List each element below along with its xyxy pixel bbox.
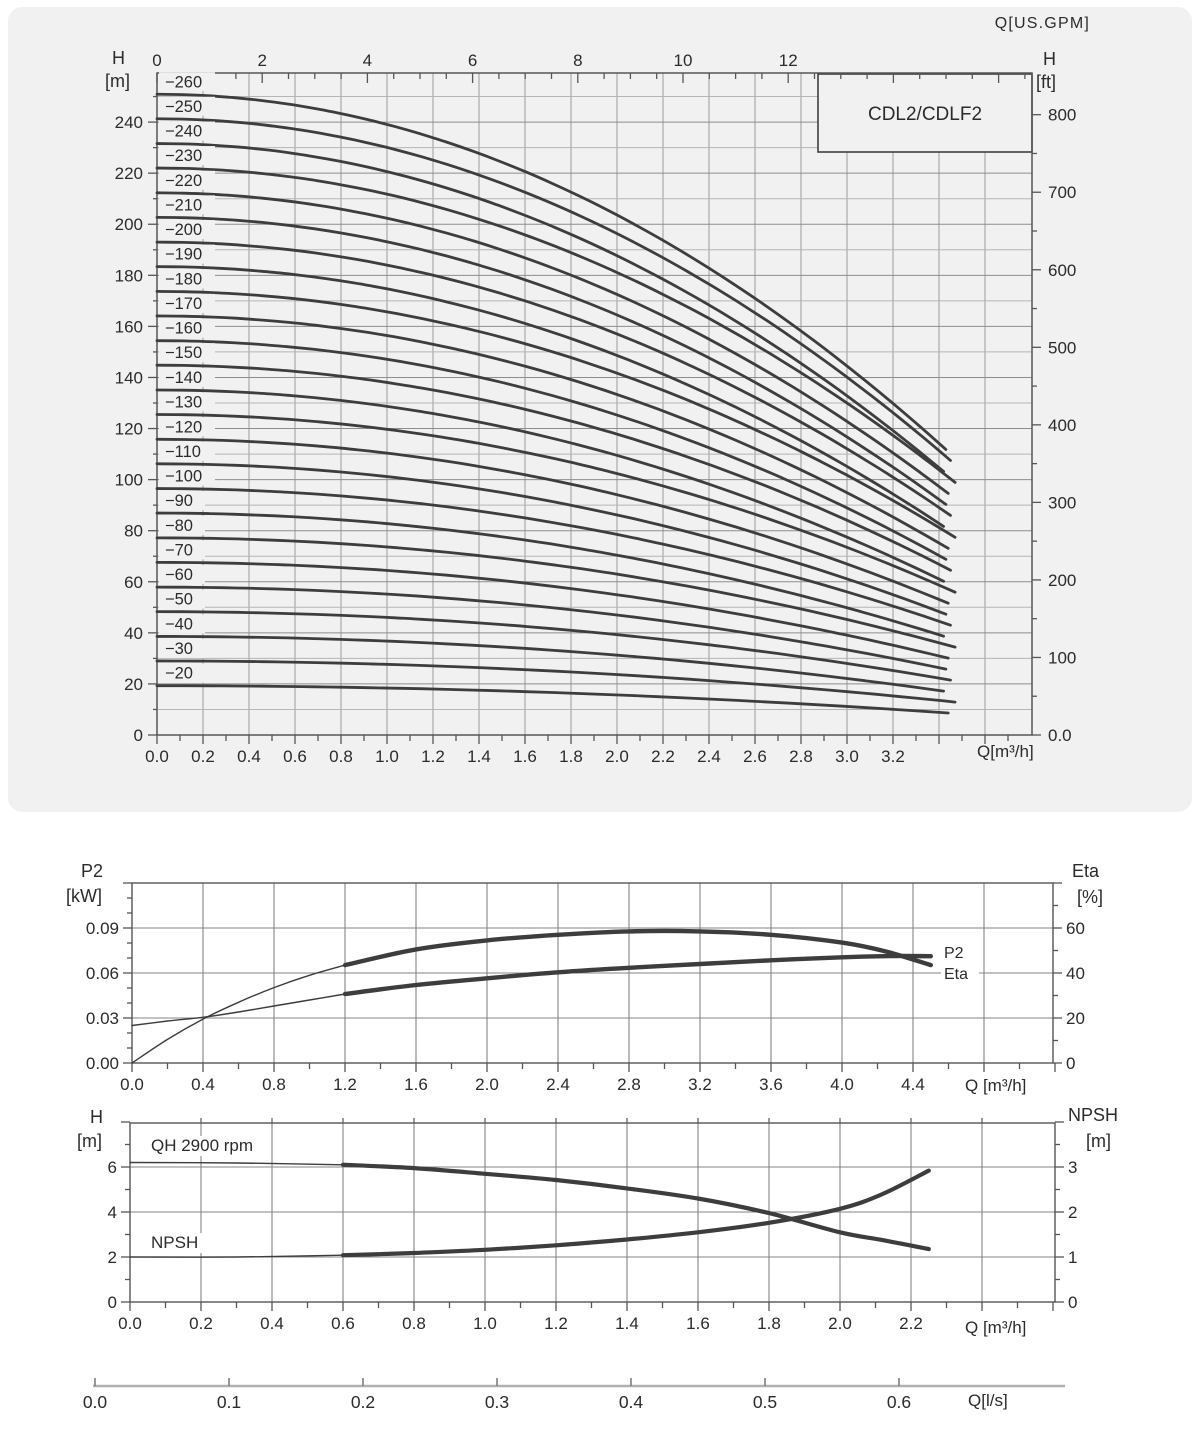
svg-text:−230: −230 xyxy=(165,147,203,166)
h-axis-title-left: H xyxy=(112,48,125,68)
svg-text:0.5: 0.5 xyxy=(752,1392,778,1412)
svg-text:600: 600 xyxy=(1048,260,1077,280)
svg-text:3: 3 xyxy=(1068,1158,1078,1177)
q-m3h-label-bottom: Q [m³/h] xyxy=(965,1318,1027,1337)
svg-text:0.0: 0.0 xyxy=(145,747,169,766)
svg-text:2.2: 2.2 xyxy=(651,747,675,766)
kw-unit: [kW] xyxy=(66,886,102,906)
svg-text:4.4: 4.4 xyxy=(901,1075,925,1094)
svg-text:1.6: 1.6 xyxy=(513,747,537,766)
svg-text:100: 100 xyxy=(1048,648,1077,668)
svg-text:−240: −240 xyxy=(165,122,203,141)
svg-text:2.2: 2.2 xyxy=(899,1314,923,1333)
eta-axis-title: Eta xyxy=(1072,861,1100,881)
svg-text:80: 80 xyxy=(124,521,143,541)
ls-scale-ruler xyxy=(83,1378,1065,1412)
svg-text:−100: −100 xyxy=(165,467,203,486)
q-m3h-label-main: Q[m³/h] xyxy=(977,742,1034,761)
svg-text:0: 0 xyxy=(107,1293,117,1312)
svg-text:−220: −220 xyxy=(165,171,203,190)
p2-eta-grid xyxy=(132,883,1053,1063)
svg-text:1.2: 1.2 xyxy=(544,1314,568,1333)
svg-text:200: 200 xyxy=(1048,570,1077,590)
svg-text:6: 6 xyxy=(467,51,478,70)
svg-text:CDL2/CDLF2: CDL2/CDLF2 xyxy=(867,104,983,125)
p2-axis-title: P2 xyxy=(81,861,104,881)
main-chart-grid xyxy=(157,73,1032,735)
svg-text:12: 12 xyxy=(778,51,798,70)
svg-text:0.2: 0.2 xyxy=(191,747,215,766)
svg-text:140: 140 xyxy=(114,368,143,388)
svg-text:120: 120 xyxy=(114,419,143,439)
svg-text:−250: −250 xyxy=(165,97,203,116)
svg-text:1.0: 1.0 xyxy=(473,1314,497,1333)
svg-text:0.3: 0.3 xyxy=(484,1392,510,1412)
main-curve-labels xyxy=(159,72,215,682)
svg-text:6: 6 xyxy=(107,1158,117,1177)
svg-text:1.4: 1.4 xyxy=(615,1314,639,1333)
svg-text:200: 200 xyxy=(114,215,143,235)
svg-text:−90: −90 xyxy=(165,492,193,511)
svg-text:300: 300 xyxy=(1048,493,1077,513)
svg-text:3.6: 3.6 xyxy=(759,1075,783,1094)
npsh-annotation: NPSH xyxy=(146,1233,203,1253)
svg-text:0: 0 xyxy=(152,51,162,70)
svg-text:1.0: 1.0 xyxy=(375,747,399,766)
svg-text:500: 500 xyxy=(1048,338,1077,358)
svg-text:2.4: 2.4 xyxy=(697,747,721,766)
svg-text:−200: −200 xyxy=(165,221,203,240)
svg-text:1.6: 1.6 xyxy=(686,1314,710,1333)
svg-text:1.2: 1.2 xyxy=(333,1075,357,1094)
svg-text:−120: −120 xyxy=(165,418,203,437)
svg-text:220: 220 xyxy=(114,164,143,184)
svg-text:3.0: 3.0 xyxy=(835,747,859,766)
svg-text:1.2: 1.2 xyxy=(421,747,445,766)
svg-text:2.8: 2.8 xyxy=(789,747,813,766)
svg-text:−110: −110 xyxy=(165,442,201,461)
svg-text:160: 160 xyxy=(114,317,143,337)
svg-text:4: 4 xyxy=(107,1203,117,1222)
svg-text:1: 1 xyxy=(1068,1248,1078,1267)
p2-eta-curves xyxy=(132,931,931,1063)
svg-text:2.0: 2.0 xyxy=(475,1075,499,1094)
svg-text:40: 40 xyxy=(1066,964,1085,983)
m-unit-left: [m] xyxy=(105,71,130,91)
svg-text:0.06: 0.06 xyxy=(85,964,119,983)
svg-text:2.6: 2.6 xyxy=(743,747,767,766)
svg-text:2.4: 2.4 xyxy=(546,1075,570,1094)
qh-npsh-grid xyxy=(130,1123,1055,1302)
svg-text:Eta: Eta xyxy=(944,966,969,983)
svg-text:−60: −60 xyxy=(165,566,193,585)
svg-text:2: 2 xyxy=(107,1248,117,1267)
m-unit-bottom: [m] xyxy=(77,1131,102,1151)
svg-text:0.0: 0.0 xyxy=(120,1075,144,1094)
svg-text:400: 400 xyxy=(1048,415,1077,435)
svg-text:−260: −260 xyxy=(165,73,203,92)
svg-text:20: 20 xyxy=(124,674,143,694)
svg-text:1.8: 1.8 xyxy=(559,747,583,766)
svg-text:2.8: 2.8 xyxy=(617,1075,641,1094)
svg-text:4.0: 4.0 xyxy=(830,1075,854,1094)
svg-text:−30: −30 xyxy=(165,639,193,658)
svg-text:2: 2 xyxy=(257,51,267,70)
qh-annotation: QH 2900 rpm xyxy=(146,1136,258,1156)
svg-text:0.8: 0.8 xyxy=(402,1314,426,1333)
model-label-box xyxy=(818,74,1032,152)
svg-text:60: 60 xyxy=(1066,919,1085,938)
svg-text:1.4: 1.4 xyxy=(467,747,491,766)
svg-text:0.6: 0.6 xyxy=(886,1392,912,1412)
svg-text:−70: −70 xyxy=(165,541,193,560)
svg-text:0.0: 0.0 xyxy=(118,1314,142,1333)
svg-text:0.8: 0.8 xyxy=(329,747,353,766)
p2-eta-series-labels xyxy=(941,944,979,983)
svg-text:0: 0 xyxy=(1068,1293,1078,1312)
svg-text:0: 0 xyxy=(1066,1054,1076,1073)
svg-text:0.4: 0.4 xyxy=(191,1075,215,1094)
qh-npsh-curves xyxy=(130,1163,929,1258)
svg-text:180: 180 xyxy=(114,266,143,286)
svg-text:0.09: 0.09 xyxy=(85,919,119,938)
svg-text:−180: −180 xyxy=(165,270,203,289)
svg-text:0.03: 0.03 xyxy=(85,1009,119,1028)
svg-text:60: 60 xyxy=(124,572,143,592)
main-chart-frame xyxy=(157,73,1032,735)
main-chart-curves xyxy=(157,94,955,713)
svg-text:0.6: 0.6 xyxy=(331,1314,355,1333)
svg-text:−210: −210 xyxy=(165,196,203,215)
svg-text:800: 800 xyxy=(1048,105,1077,125)
svg-text:P2: P2 xyxy=(944,945,964,962)
h-axis-title-bottom: H xyxy=(90,1107,103,1127)
svg-text:10: 10 xyxy=(673,51,693,70)
ft-unit-right: [ft] xyxy=(1036,72,1057,92)
npsh-axis-title: NPSH xyxy=(1068,1105,1119,1125)
m-unit-npsh: [m] xyxy=(1086,1131,1111,1151)
svg-text:−130: −130 xyxy=(165,393,203,412)
svg-text:0: 0 xyxy=(133,726,143,745)
svg-text:100: 100 xyxy=(114,470,143,490)
svg-text:1.8: 1.8 xyxy=(757,1314,781,1333)
svg-text:8: 8 xyxy=(573,51,583,70)
svg-text:0.0: 0.0 xyxy=(82,1392,108,1412)
svg-text:3.2: 3.2 xyxy=(688,1075,712,1094)
svg-text:0.4: 0.4 xyxy=(237,747,261,766)
svg-text:1.6: 1.6 xyxy=(404,1075,428,1094)
svg-text:0.00: 0.00 xyxy=(85,1054,119,1073)
svg-text:−160: −160 xyxy=(165,319,203,338)
q-ls-label: Q[l/s] xyxy=(968,1391,1008,1410)
svg-text:0.8: 0.8 xyxy=(262,1075,286,1094)
svg-text:0.4: 0.4 xyxy=(260,1314,284,1333)
svg-text:−140: −140 xyxy=(165,368,203,387)
svg-text:−150: −150 xyxy=(165,344,203,363)
gpm-axis-title: Q[US.GPM] xyxy=(994,15,1090,32)
svg-text:0.2: 0.2 xyxy=(350,1392,376,1412)
svg-text:2: 2 xyxy=(1068,1203,1078,1222)
svg-text:0.4: 0.4 xyxy=(618,1392,644,1412)
svg-text:−80: −80 xyxy=(165,516,193,535)
svg-text:240: 240 xyxy=(114,113,143,133)
svg-text:−20: −20 xyxy=(165,664,193,683)
svg-text:20: 20 xyxy=(1066,1009,1085,1028)
svg-text:3.2: 3.2 xyxy=(881,747,905,766)
svg-text:−170: −170 xyxy=(165,294,203,313)
svg-text:−50: −50 xyxy=(165,590,193,609)
q-m3h-label-mid: Q [m³/h] xyxy=(965,1076,1027,1095)
svg-text:0.2: 0.2 xyxy=(189,1314,213,1333)
svg-text:0.1: 0.1 xyxy=(216,1392,242,1412)
svg-text:0.6: 0.6 xyxy=(283,747,307,766)
h-axis-title-right: H xyxy=(1043,49,1056,69)
svg-text:4: 4 xyxy=(362,51,373,70)
svg-text:700: 700 xyxy=(1048,183,1077,203)
svg-text:−190: −190 xyxy=(165,245,203,264)
svg-text:40: 40 xyxy=(124,623,143,643)
svg-text:−40: −40 xyxy=(165,615,193,634)
pct-unit: [%] xyxy=(1077,887,1104,907)
svg-text:2.0: 2.0 xyxy=(828,1314,852,1333)
svg-text:2.0: 2.0 xyxy=(605,747,629,766)
svg-text:0.0: 0.0 xyxy=(1048,726,1072,745)
